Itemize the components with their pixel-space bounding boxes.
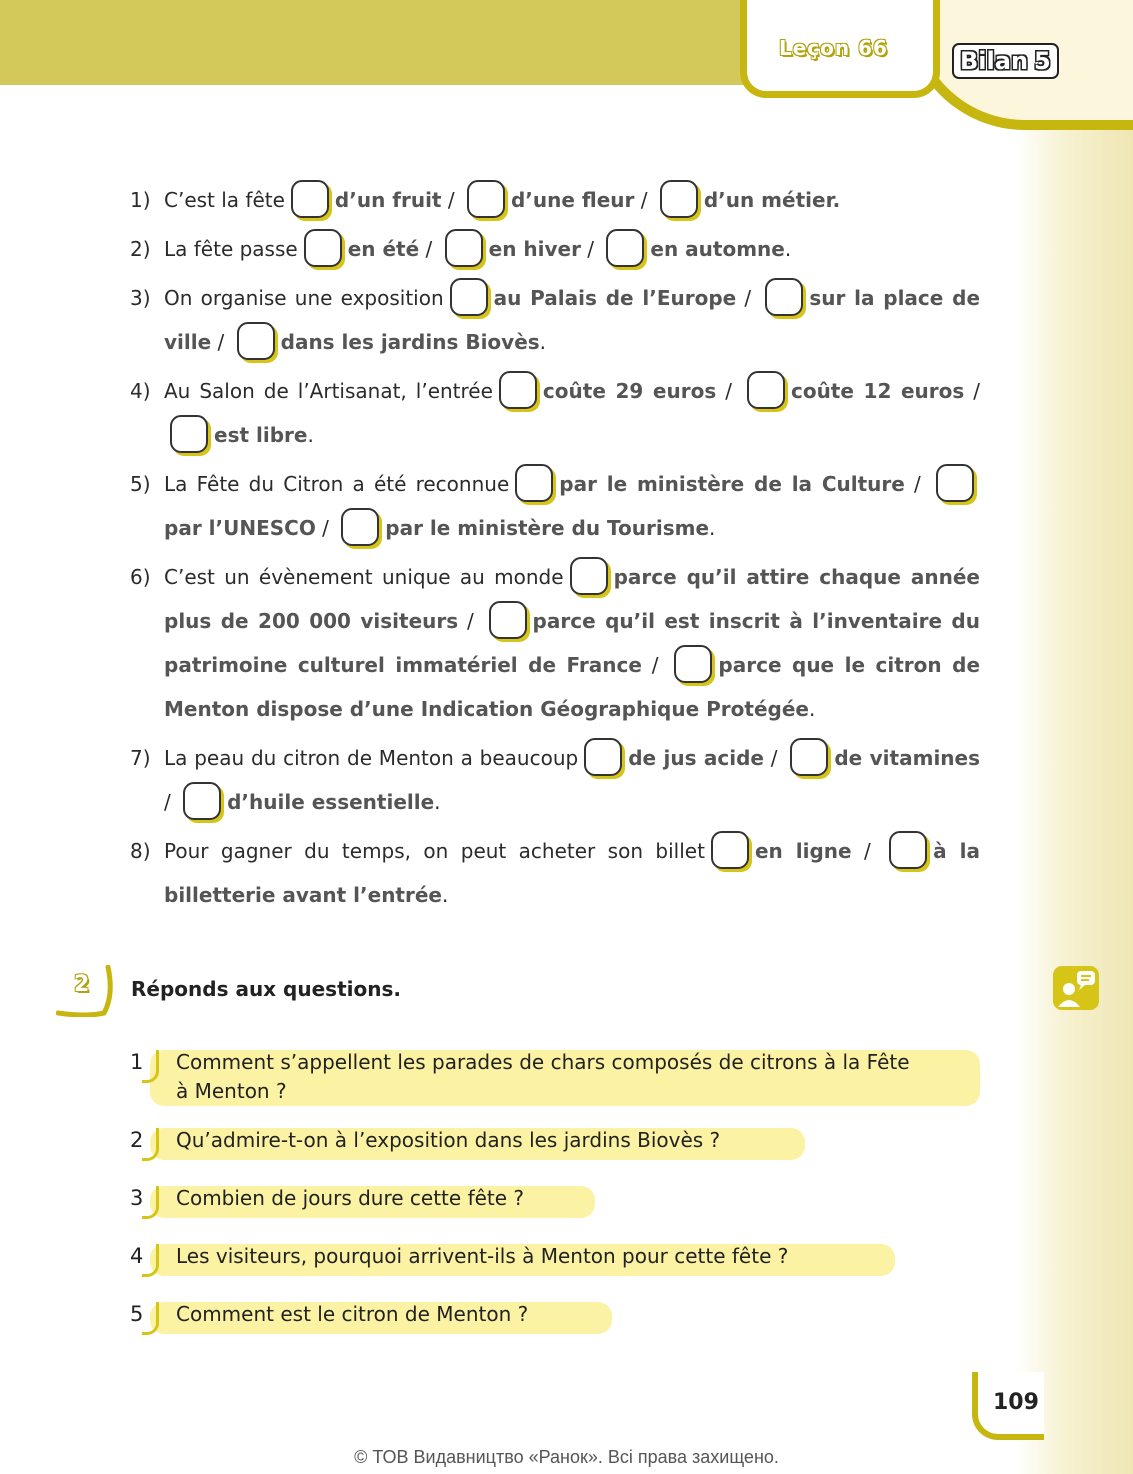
item-number: 8) [130, 839, 151, 863]
stem-text: La Fête du Citron a été reconnue [164, 472, 510, 496]
exercise1-item [130, 736, 980, 824]
exercise1-item [130, 555, 980, 731]
answer-checkbox[interactable] [936, 464, 974, 502]
stem-text: / [736, 286, 760, 310]
item-number: 5) [130, 472, 151, 496]
exercise1-item [130, 227, 980, 271]
number-bracket [142, 1302, 159, 1335]
stem-text: / [441, 188, 461, 212]
option-text: en ligne [754, 839, 852, 863]
option-text: sur la place de ville [164, 286, 981, 354]
number-bracket [142, 1050, 159, 1083]
option-text: au Palais de l’Europe [493, 286, 737, 310]
answer-checkbox[interactable] [489, 601, 527, 639]
number-bracket [142, 1128, 159, 1161]
item-number: 2) [130, 237, 151, 261]
answer-checkbox[interactable] [291, 180, 329, 218]
stem-text: / [716, 379, 741, 403]
stem-text: . [307, 423, 314, 447]
answer-checkbox[interactable] [499, 371, 537, 409]
option-text: dans les jardins Biovès [280, 330, 540, 354]
question-number: 3 [130, 1186, 144, 1210]
stem-text: . [784, 237, 792, 261]
exercise1-item [130, 178, 980, 222]
stem-text: Pour gagner du temps, on peut acheter son billet [164, 839, 705, 863]
item-number: 4) [130, 379, 151, 403]
top-band [0, 0, 760, 85]
option-text: parce qu’il attire chaque année plus de 200 000 visiteurs [164, 565, 980, 633]
stem-text: / [580, 237, 601, 261]
answer-checkbox[interactable] [765, 278, 803, 316]
bilan-label [952, 43, 1059, 79]
stem-text: La fête passe [164, 237, 298, 261]
bilan-number: 5 [1034, 47, 1051, 75]
stem-text: / [211, 330, 231, 354]
stem-text: / [315, 516, 336, 540]
stem-text: La peau du citron de Menton a beaucoup [164, 746, 579, 770]
answer-checkbox[interactable] [445, 229, 483, 267]
answer-checkbox[interactable] [237, 322, 275, 360]
exercise1-item [130, 276, 980, 364]
item-number: 6) [130, 565, 151, 589]
option-text: d’un métier. [703, 188, 841, 212]
stem-text: / [904, 472, 930, 496]
question-text: Comment est le citron de Menton ? [176, 1302, 529, 1326]
number-bracket [142, 1186, 159, 1219]
item-text [164, 736, 980, 824]
stem-text: / [419, 237, 439, 261]
option-text: d’une fleur [510, 188, 635, 212]
exercise1-item [130, 829, 980, 917]
item-text [164, 276, 980, 364]
question-number: 4 [130, 1244, 144, 1268]
item-text [164, 829, 980, 917]
answer-checkbox[interactable] [606, 229, 644, 267]
page-number: 109 [993, 1390, 1039, 1415]
side-band [1015, 0, 1133, 1474]
option-text: par le ministère de la Culture [559, 472, 905, 496]
answer-checkbox[interactable] [674, 645, 712, 683]
exercise-number: 2 [74, 972, 90, 997]
stem-text: . [539, 330, 547, 354]
option-text: de vitamines [834, 746, 981, 770]
answer-checkbox[interactable] [660, 180, 698, 218]
option-text: de jus acide [628, 746, 764, 770]
option-text: par l’UNESCO [164, 516, 316, 540]
option-text: parce qu’il est inscrit à l’inventaire du patrimoine culturel immatériel de France [164, 609, 980, 677]
option-text: à la billetterie avant l’entrée [164, 839, 981, 907]
number-bracket [142, 1244, 159, 1277]
option-text: en été [347, 237, 420, 261]
option-text: est libre [214, 423, 308, 447]
question-number: 2 [130, 1128, 144, 1152]
item-number: 1) [130, 188, 151, 212]
answer-checkbox[interactable] [790, 738, 828, 776]
item-text [164, 555, 980, 731]
option-text: coûte 29 euros [542, 379, 717, 403]
stem-text: C’est la fête [164, 188, 285, 212]
answer-checkbox[interactable] [170, 415, 208, 453]
exercise1-item [130, 462, 980, 550]
answer-checkbox[interactable] [889, 831, 927, 869]
option-text: en hiver [488, 237, 581, 261]
stem-text: / [964, 379, 981, 403]
option-text: d’un fruit [334, 188, 442, 212]
item-number: 7) [130, 746, 151, 770]
item-text [164, 462, 980, 550]
stem-text: . [434, 790, 441, 814]
answer-checkbox[interactable] [183, 782, 221, 820]
stem-text: / [641, 653, 669, 677]
exercise1-item [130, 369, 980, 457]
answer-checkbox[interactable] [341, 508, 379, 546]
stem-text: . [441, 883, 449, 907]
stem-text: . [709, 516, 716, 540]
question-number: 1 [130, 1050, 144, 1074]
stem-text: / [634, 188, 654, 212]
answer-checkbox[interactable] [711, 831, 749, 869]
answer-checkbox[interactable] [304, 229, 342, 267]
item-text [164, 369, 980, 457]
stem-text: Au Salon de l’Artisanat, l’entrée [164, 379, 493, 403]
answer-checkbox[interactable] [450, 278, 488, 316]
stem-text: / [851, 839, 884, 863]
exercise1-list [130, 178, 980, 922]
lesson-label: Leçon 66 [779, 36, 888, 60]
option-text: parce que le citron de Menton dispose d’une Indication Géographique Protégée [164, 653, 981, 721]
stem-text: . [808, 697, 816, 721]
question-number: 5 [130, 1302, 144, 1326]
copyright: © ТОВ Видавництво «Ранок». Всі права захищено. [354, 1447, 779, 1467]
answer-checkbox[interactable] [584, 738, 622, 776]
item-text [164, 227, 980, 271]
question-text: Les visiteurs, pourquoi arrivent-ils à Menton pour cette fête ? [176, 1244, 789, 1268]
option-text: en automne [650, 237, 785, 261]
exercise-title: Réponds aux questions. [131, 977, 401, 1001]
item-number: 3) [130, 286, 151, 310]
option-text: coûte 12 euros [790, 379, 965, 403]
chat-people-icon [1052, 965, 1100, 1011]
stem-text: / [164, 790, 178, 814]
answer-checkbox[interactable] [467, 180, 505, 218]
stem-text: On organise une exposition [164, 286, 444, 310]
answer-checkbox[interactable] [515, 464, 553, 502]
answer-checkbox[interactable] [570, 557, 608, 595]
question-text: Qu’admire-t-on à l’exposition dans les jardins Biovès ? [176, 1128, 721, 1152]
answer-checkbox[interactable] [747, 371, 785, 409]
bilan-word: Bilan [960, 47, 1029, 75]
option-text: d’huile essentielle [227, 790, 435, 814]
stem-text: / [458, 609, 483, 633]
stem-text: / [764, 746, 785, 770]
item-text [164, 178, 980, 222]
question-text: Comment s’appellent les parades de chars composés de citrons à la Fête à Menton ? [176, 1050, 910, 1103]
question-text: Combien de jours dure cette fête ? [176, 1186, 525, 1210]
option-text: par le ministère du Tourisme [385, 516, 710, 540]
stem-text: C’est un évènement unique au monde [164, 565, 564, 589]
